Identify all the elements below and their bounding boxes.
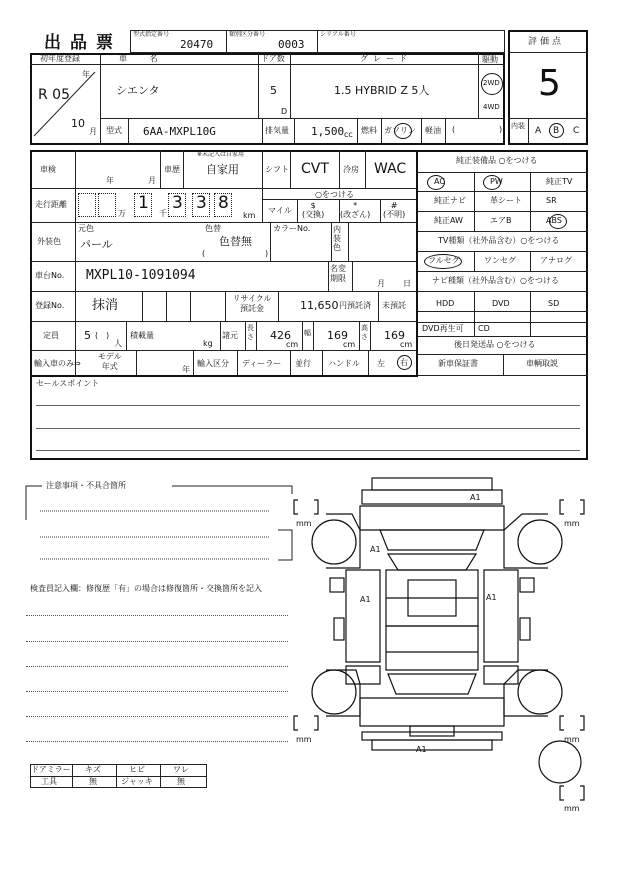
damage-mark-left-door: A1 [360,595,371,604]
grade-col-label: グレード [360,54,412,63]
interior-color-label: 内装色 [333,225,341,252]
steering-left: 左 [377,359,385,368]
mileage-digit-box [78,193,96,217]
mm-label-rr: mm [564,735,580,744]
steering-right: 右 [400,358,408,367]
first-reg-era: R 05 [38,87,70,103]
recycle-unpaid: 未預託 [382,301,406,310]
missing-row-jack: ジャッキ [121,777,153,786]
exterior-label: 外装色 [37,237,61,246]
doors-label: ドア数 [261,54,285,63]
license-plate [410,726,454,736]
load-unit: kg [203,339,213,348]
grade-label: 評価点 [528,37,565,47]
bracket-spare [560,786,584,800]
name-change-label: 名変期限 [330,264,346,283]
grade-value: 5 [538,63,561,104]
equipment-row3-item-0: 純正AW [434,216,463,225]
inspector-label: 検査員記入欄：修復歴「有」の場合は修復箇所・交換箇所を記入 [30,584,262,593]
missing-header-1: キズ [85,765,101,774]
missing-header-2: ヒビ [129,765,145,774]
type-designation-label: 型式指定番号 [133,31,170,38]
model-year-label: モデル 年式 [98,352,122,371]
length-value: 426 [270,329,291,342]
dimensions-label: 諸元 [222,331,238,340]
import-type-label: 輸入区分 [197,359,229,368]
car-damage-diagram [290,470,620,815]
bracket-rr [560,716,584,730]
height-value: 169 [384,329,405,342]
name-change-month: 月 [377,279,385,288]
equipment-tv-item-1: ワンセグ [484,256,516,265]
chassis-label: 車台No. [35,271,65,280]
history-value: 自家用 [206,163,239,176]
hood [380,530,484,550]
equipment-row3-item-2: ABS [546,216,562,225]
capacity-value: 5 [84,329,91,342]
missing-row-jack-value: 無 [177,777,185,786]
equipment-tv-item-0: フルセグ [428,256,460,265]
equipment-tv-title: TV種類（社外品含む）○をつける [438,236,560,245]
missing-row-tools: 工具 [41,777,57,786]
door-rear-left [346,666,380,684]
mileage-digit: 1 [138,193,149,213]
interior-a: A [535,126,542,136]
door-front-right [484,570,518,662]
color-code-label: 色替 [205,224,221,233]
damage-mark-right-door: A1 [486,593,497,602]
equipment-later-item-0: 新車保証書 [438,359,478,368]
history-label: 車歴 [164,165,180,174]
wheel-rear-right [518,670,562,714]
equipment-row1-item-2: 純正TV [546,177,573,186]
type-designation-value: 20470 [180,38,214,51]
rear-bumper [372,740,492,750]
vehicle-name-label: 車 名 [119,54,168,63]
drive-label: 駆動 [482,55,498,64]
wheel-front-left [312,520,356,564]
year-unit: 年 [82,70,90,79]
width-label: 幅 [304,329,311,337]
registration-value: 抹消 [92,298,119,313]
doors-value: 5 [270,84,277,97]
bracket-fl [294,500,318,514]
fuel-value: ガソリン [384,126,416,135]
capacity-unit: 人 [114,339,122,348]
mm-label-spare: mm [564,804,580,813]
displacement-unit: cc [344,130,353,139]
mirror-right [520,578,534,592]
steering-label: ハンドル [328,359,360,368]
recycle-unit: 円預託済 [339,301,371,310]
side-step-right [520,618,530,640]
load-label: 積載量 [130,331,154,340]
tailgate [360,698,504,726]
mm-label-fl: mm [296,519,312,528]
diesel-label: 軽油 [425,126,441,135]
windshield [388,554,476,570]
mileage-digit: 3 [172,193,183,213]
mileage-opt-unknown: # (不明) [383,201,406,219]
equipment-ac-circle [427,175,445,190]
color-no-label: カラーNo. [273,224,311,233]
first-reg-month: 10 [71,117,85,130]
chassis-value: MXPL10-1091094 [86,268,196,283]
mileage-label: 走行距離 [35,200,67,209]
sales-point-label: セールスポイント [36,379,100,388]
interior-c: C [573,126,580,136]
mm-label-fr: mm [564,519,580,528]
displacement-label: 排気量 [265,126,289,135]
width-unit: cm [343,340,356,349]
mileage-opt-tampered: * (改ざん) [340,201,371,219]
model-value: 6AA-MXPL10G [143,125,216,138]
model-year-unit: 年 [182,365,190,374]
interior-label: 内装 [511,122,525,130]
rear-window [388,674,476,694]
equipment-row1-item-0: AC [434,177,445,186]
displacement-value: 1,500 [311,125,345,138]
fender-rear-left [326,670,360,716]
caution-bracket [24,481,296,564]
equipment-tv-item-2: アナログ [540,256,572,265]
front-bumper [372,478,492,490]
mirror-left [330,578,344,592]
grade-col-value: 1.5 HYBRID Z 5人 [334,84,430,97]
recycle-value: 11,650 [300,299,339,312]
drive-4wd: 4WD [483,103,500,111]
fender-front-right [504,514,548,568]
mileage-opt-mile: マイル [268,206,292,215]
doors-suffix: D [281,107,288,116]
import-label: 輸入車のみ⇒ [34,359,81,368]
equipment-navi-item-1: DVD [492,299,510,308]
aircon-label: 冷房 [343,165,359,174]
first-reg-label: 初年度登録 [40,54,80,63]
equipment-navi-item-0: HDD [436,299,455,308]
length-unit: cm [286,340,299,349]
damage-mark-front: A1 [470,493,481,502]
class-number-label: 類別区分番号 [229,31,266,38]
drive-2wd: 2WD [483,79,500,87]
interior-b: B [553,126,560,136]
inspection-year: 年 [106,176,114,185]
side-step-left [334,618,344,640]
equipment-later-title: 後日発送品 ○をつける [454,340,536,349]
mileage-digit-box [98,193,116,217]
caution-label: 注意事項・不具合箇所 [46,481,126,490]
fuel-label: 燃料 [361,126,377,135]
equipment-row2-item-0: 純正ナビ [434,196,466,205]
missing-header-0: ドアミラー [31,765,71,774]
mm-label-rl: mm [296,735,312,744]
registration-label: 登録No. [35,301,65,310]
mileage-man: 万 [118,209,126,218]
class-number-value: 0003 [278,38,305,51]
length-label: 長さ [247,324,254,341]
equipment-pw-circle [483,175,501,190]
equipment-row2-item-2: SR [546,196,557,205]
door-front-left [346,570,380,662]
capacity-label: 定員 [43,331,59,340]
mileage-opt-exchanged: $ (交換) [302,201,325,219]
equipment-fullseg-circle [424,254,462,269]
mileage-circle-note: ○をつける [315,190,354,199]
color-change-value: 色替無 [219,235,252,248]
damage-mark-rear: A1 [416,745,427,754]
month-unit: 月 [89,127,97,136]
serial-label: シリアル番号 [320,31,356,38]
equipment-title: 純正装備品 ○をつける [456,156,538,165]
rear-roof [386,626,478,670]
shift-value: CVT [301,161,329,177]
vehicle-name-value: シエンタ [116,84,160,97]
inspection-label: 車検 [40,165,56,174]
mileage-digit: 8 [218,193,229,213]
inspection-month: 月 [148,176,156,185]
aircon-value: WAC [374,161,407,177]
recycle-label: リサイクル預託金 [232,294,272,313]
page-title: 出品票 [44,33,122,53]
missing-header-3: ワレ [173,765,189,774]
shift-label: シフト [265,165,289,174]
front-lip [362,490,502,504]
model-label: 型式 [106,126,122,135]
original-color-label: 元色 [78,224,94,233]
equipment-row1-item-1: PW [490,177,503,186]
wheel-rear-left [312,670,356,714]
height-unit: cm [400,340,413,349]
equipment-navi-title: ナビ種類（社外品含む）○をつける [432,276,559,285]
bracket-rl [294,716,318,730]
equipment-abs-circle [549,214,567,229]
dealer-label: ディーラー [242,359,282,368]
equipment-navi-row2-item-0: DVD再生可 [422,324,464,333]
equipment-navi-item-2: SD [548,299,560,308]
width-value: 169 [327,329,348,342]
history-note: ※未記入は自家用 [197,151,245,158]
original-color-value: パール [80,238,113,251]
name-change-day: 日 [403,279,411,288]
mileage-sen: 千 [159,209,167,218]
height-label: 高さ [361,324,368,341]
parallel-label: 並行 [295,359,311,368]
equipment-navi-row2-item-1: CD [478,324,490,333]
mileage-unit: km [243,211,256,220]
equipment-later-item-1: 車輌取説 [526,359,558,368]
spare-wheel [539,741,581,783]
bracket-fr [560,500,584,514]
equipment-row3-item-1: エアB [490,216,512,225]
missing-row-tools-value: 無 [89,777,97,786]
damage-mark-left-front: A1 [370,545,381,554]
wheel-front-right [518,520,562,564]
equipment-row2-item-1: 革シート [490,196,522,205]
mileage-digit: 3 [196,193,207,213]
front-panel [360,506,504,530]
